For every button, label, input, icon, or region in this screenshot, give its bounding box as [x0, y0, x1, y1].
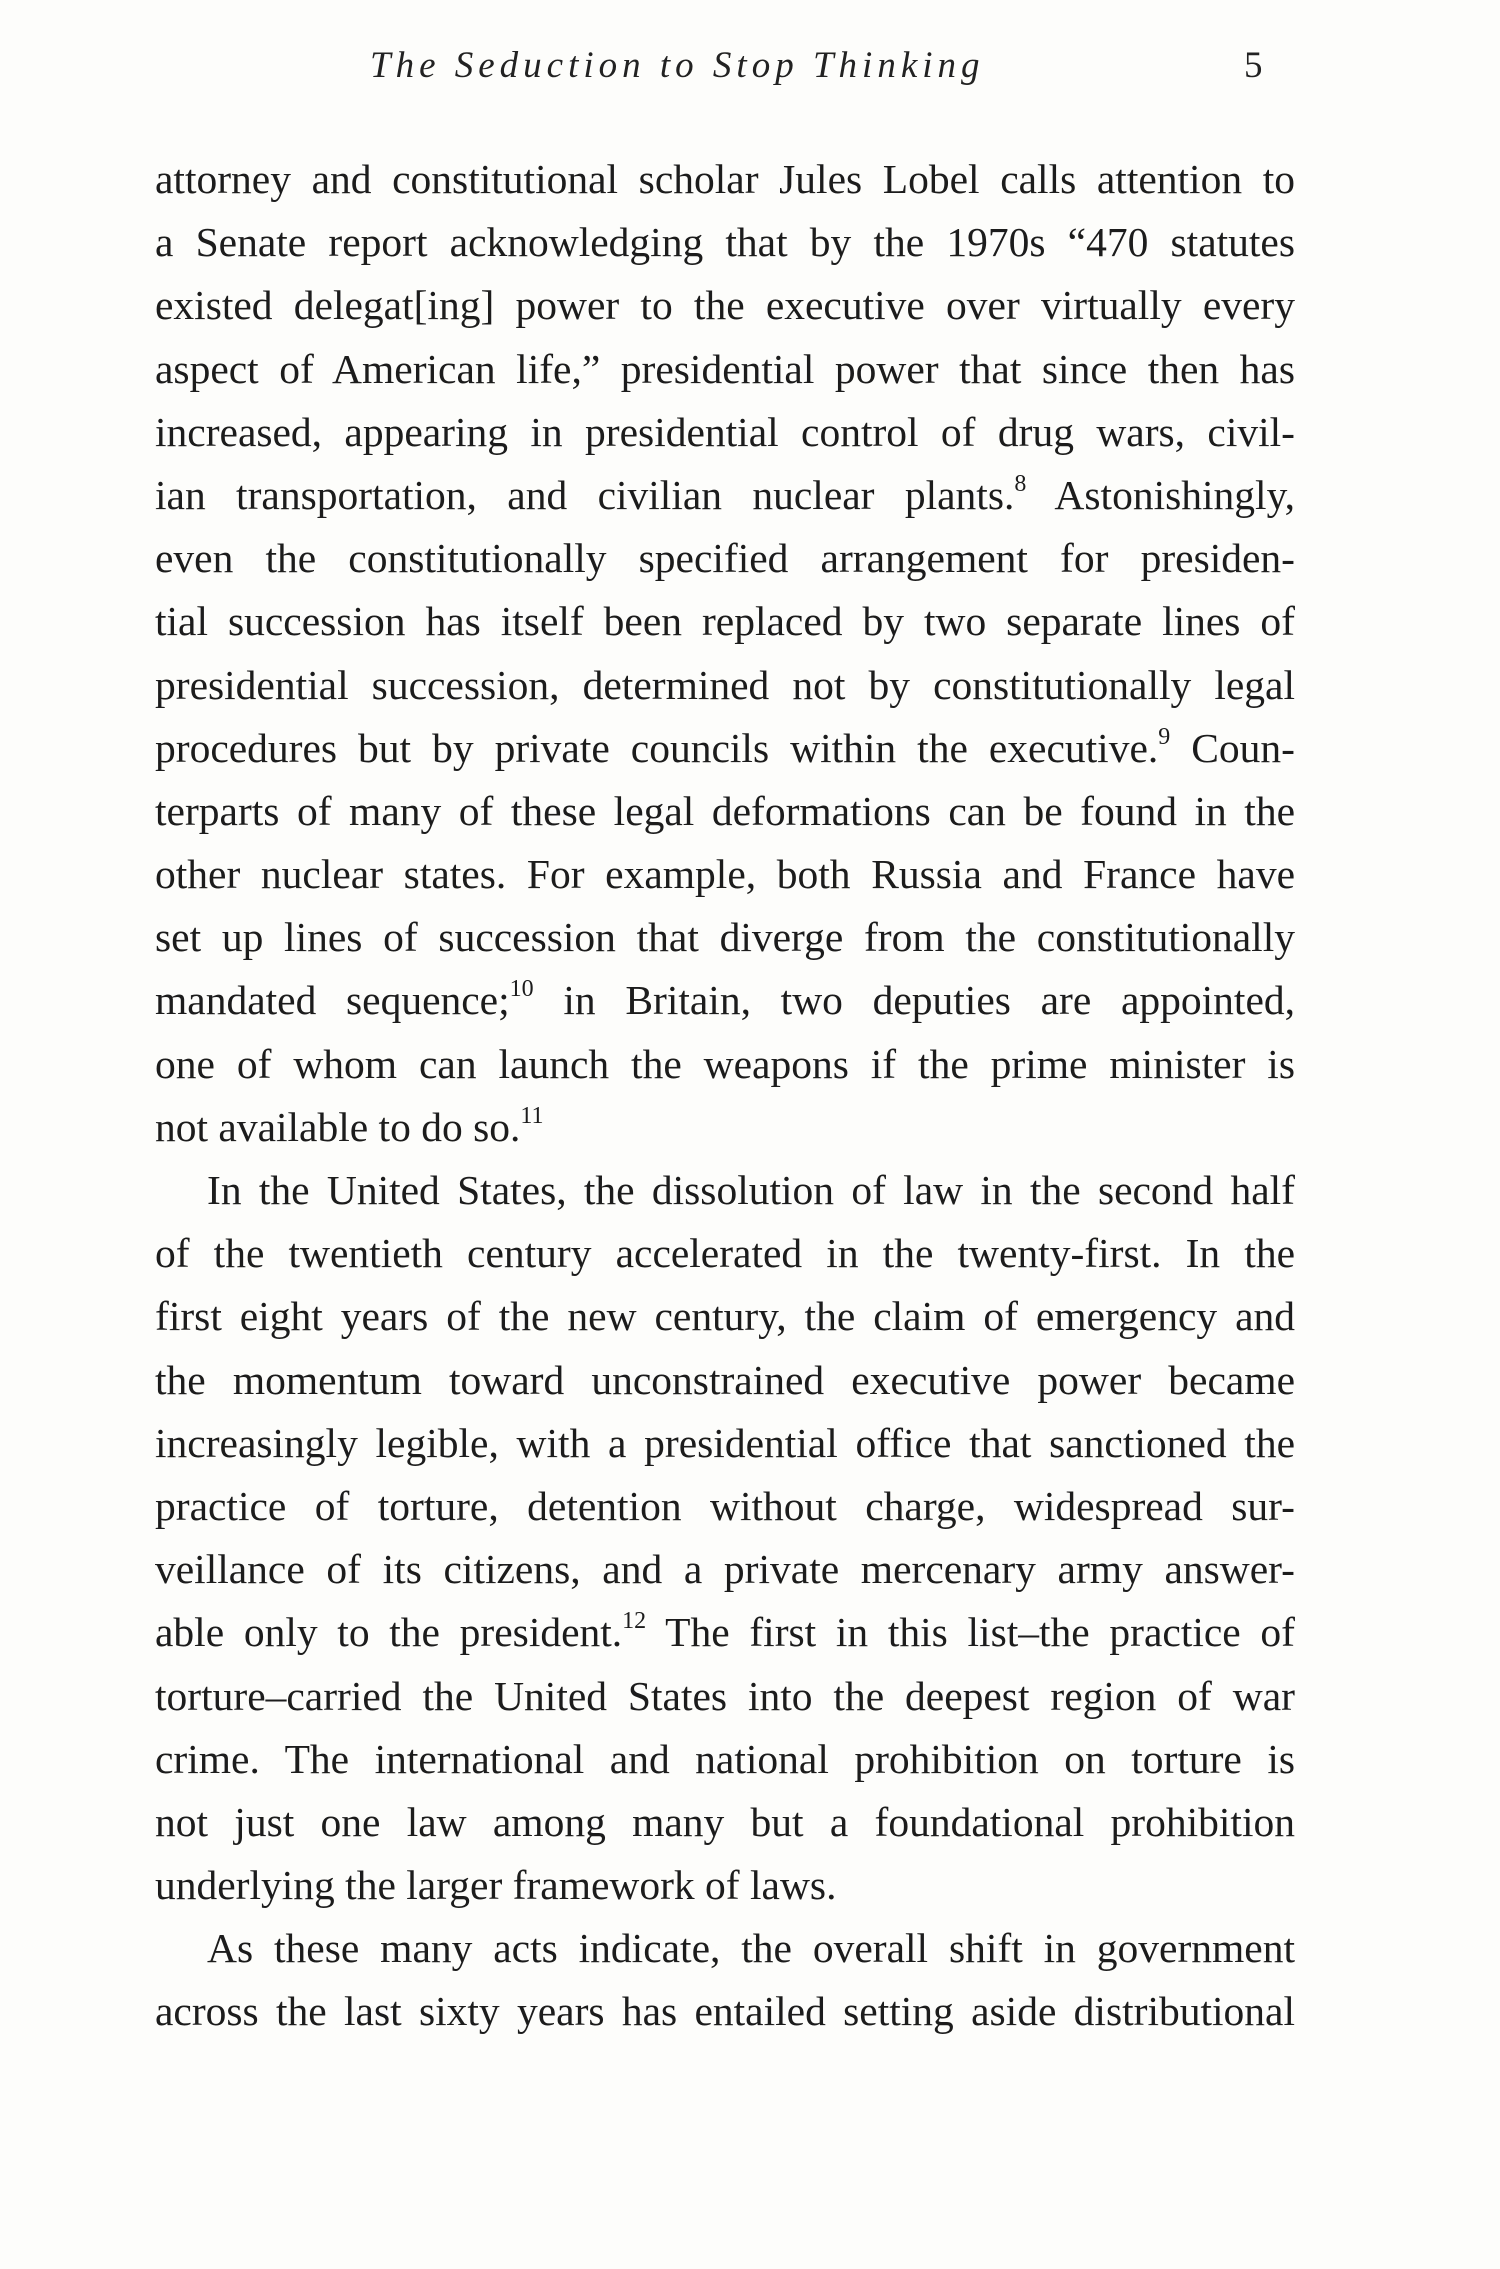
text-line: attorney and constitutional scholar Jules Lobel calls attention to [155, 156, 1295, 202]
footnote-marker: 10 [509, 976, 534, 1003]
footnote-marker: 11 [520, 1102, 544, 1129]
text-line [155, 464, 1295, 527]
text-line: tial succession has itself been replaced by two separate lines of [155, 598, 1295, 645]
text-line: other nuclear states. For example, both Russia and France have [155, 851, 1295, 898]
text-line: crime. The international and national prohibition on torture is [155, 1735, 1295, 1782]
paragraph-3 [155, 1917, 1295, 2043]
running-head [0, 44, 1500, 104]
running-title: The Seduction to Stop Thinking [370, 45, 985, 86]
text-line: In the United States, the dissolution of law in the second half [207, 1167, 1295, 1213]
text-line: presidential succession, determined not by constitutionally legal [155, 661, 1295, 708]
text-line [155, 1096, 1295, 1159]
text-line: existed delegat[ing] power to the executive over virtually every [155, 282, 1295, 329]
text-line: the momentum toward unconstrained executive power became [155, 1356, 1295, 1403]
text-line: veillance of its citizens, and a private mercenary army answer- [155, 1546, 1295, 1593]
text-line [155, 1601, 1295, 1664]
text-line: set up lines of succession that diverge from the constitutionally [155, 914, 1295, 961]
text-line: torture–carried the United States into the deepest region of war [155, 1672, 1295, 1719]
paragraph-1 [155, 148, 1295, 1159]
text-line: practice of torture, detention without charge, widespread sur- [155, 1482, 1295, 1529]
text-line [155, 717, 1295, 780]
text-line: increased, appearing in presidential control of drug wars, civil- [155, 408, 1295, 455]
text-line: first eight years of the new century, the claim of emergency and [155, 1293, 1295, 1340]
text-run: Coun- [1170, 724, 1296, 771]
text-line: terparts of many of these legal deformations can be found in the [155, 787, 1295, 834]
text-line: As these many acts indicate, the overall shift in government [207, 1925, 1295, 1972]
footnote-marker: 9 [1158, 723, 1171, 750]
text-line: of the twentieth century accelerated in the twenty-first. In the [155, 1230, 1295, 1277]
text-run: Astonishingly, [1026, 471, 1295, 518]
text-run: procedures but by private councils within the executive. [155, 724, 1159, 771]
page-number: 5 [1244, 45, 1263, 86]
paragraph-2 [155, 1159, 1295, 1917]
text-line: not just one law among many but a foundational prohibition [155, 1798, 1295, 1845]
text-run: ian transportation, and civilian nuclear plants. [155, 471, 1015, 518]
text-line: across the last sixty years has entailed setting aside distributional [155, 1988, 1295, 2035]
text-line: even the constitutionally specified arrangement for presiden- [155, 535, 1295, 582]
text-line: aspect of American life,” presidential power that since then has [155, 345, 1295, 392]
text-line [155, 969, 1295, 1032]
text-line: a Senate report acknowledging that by the 1970s “470 statutes [155, 219, 1295, 266]
text-run: mandated sequence; [155, 977, 510, 1024]
footnote-marker: 8 [1014, 470, 1027, 497]
text-run: The first in this list–the practice of [646, 1609, 1295, 1656]
footnote-marker: 12 [622, 1608, 647, 1635]
text-run: able only to the president. [155, 1609, 623, 1656]
text-line: increasingly legible, with a presidential office that sanctioned the [155, 1419, 1295, 1466]
text-line: one of whom can launch the weapons if the prime minister is [155, 1040, 1295, 1087]
text-line: underlying the larger framework of laws. [155, 1862, 837, 1909]
text-run: in Britain, two deputies are appointed, [533, 977, 1295, 1024]
text-run: not available to do so. [155, 1103, 521, 1150]
body-text [155, 148, 1295, 2044]
